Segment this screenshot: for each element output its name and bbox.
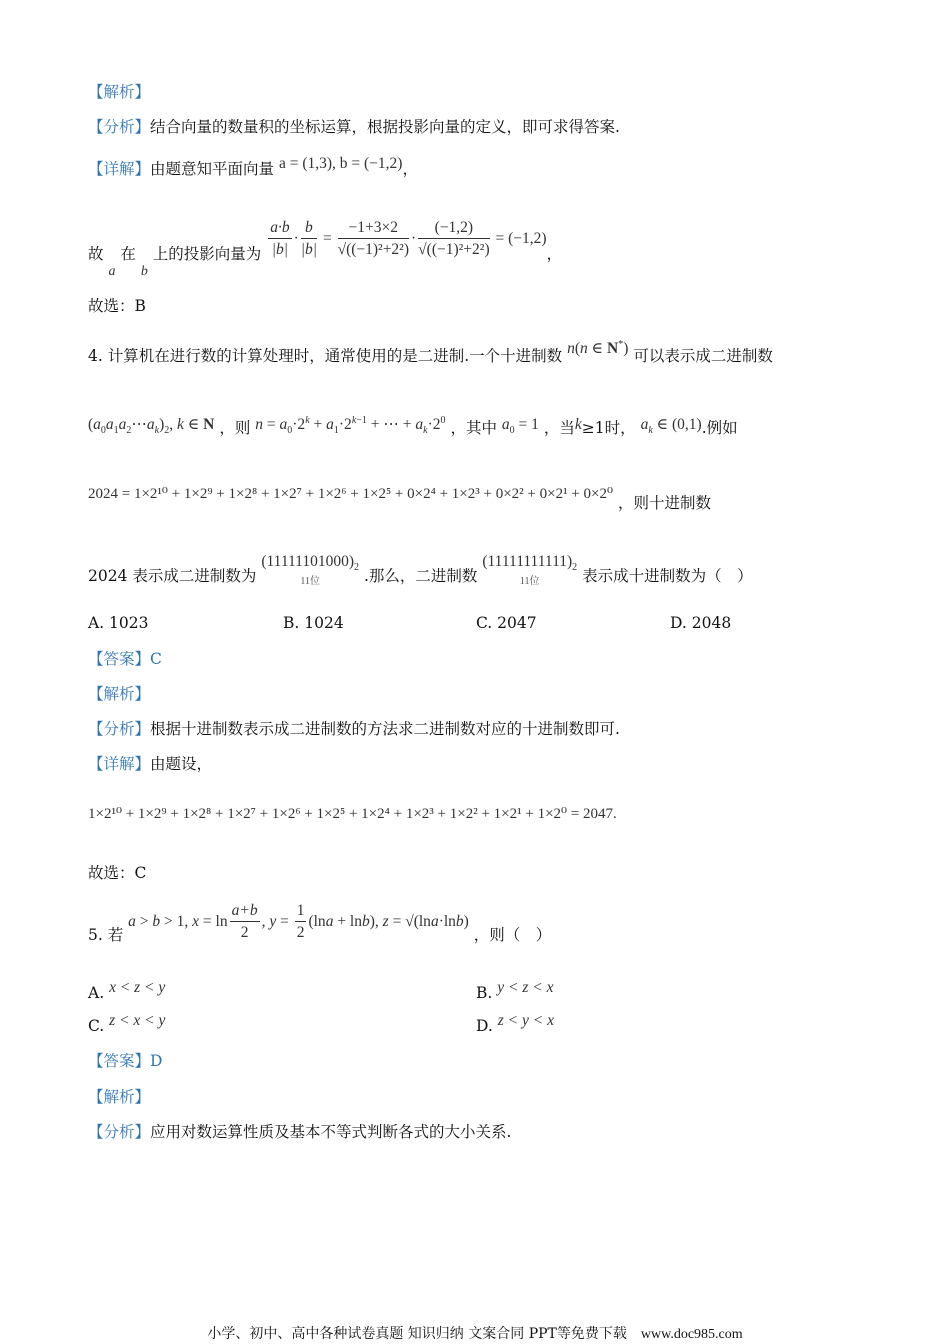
q4-stem-text: 4. 计算机在进行数的计算处理时，通常使用的是二进制.一个十进制数 [88,347,563,366]
binary-2024: (11111101000) [261,553,355,570]
q5-option-d: D. z < y < x [476,1012,554,1035]
vector-definition: a = (1,3), b = (−1,2) [278,155,403,172]
choice-q3: 故选：B [88,297,146,315]
q5-option-a: A. x < z < y [88,979,166,1002]
q4-sum-equation: 1×2¹⁰ + 1×2⁹ + 1×2⁸ + 1×2⁷ + 1×2⁶ + 1×2⁵ + 1×2⁴ + 1×2³ + 1×2² + 1×2¹ + 1×2⁰ = 2047. [88,806,617,822]
proj-text: 上的投影向量为 [152,245,262,264]
jiexi-heading-q3: 【解析】 [88,83,151,101]
proj-zai: 在 [120,245,136,264]
q4-stem-line1: 4. 计算机在进行数的计算处理时，通常使用的是二进制.一个十进制数 n(n ∈ N*) 可以表示成二进制数 [88,339,773,366]
example-tail: ，则十进制数 [617,494,711,512]
q4-example-line [88,486,711,515]
detail-text: 由题意知平面向量 [150,160,275,178]
footer-url[interactable]: www.doc985.com [640,1327,743,1342]
q4-stem-line2: $(a_0a_1a_2\cdots a_k)_2$, k ∈ N ，则 $n = a_0\cdot 2^k + a_1\cdot 2^{k-1}$ + ⋯ + $a_k\cdot 2^0$ ，其中 $a_0 = 1$ ，当k≥1时， $a_k$ ∈ (0,1).例如 [88,415,738,438]
detail-tag: 【详解】 [88,160,151,178]
q5-condition: a > b > 1, x = ln $\frac{a+b}{2}$ , y = $\frac{1}{2}$ (lna + lnb), z = √(lna·lnb) [128,902,469,941]
q5-option-b: B. y < z < x [476,979,554,1002]
q4-jiexi: 【解析】 [88,685,151,703]
q4-detail: 【详解】由题设， [88,755,213,773]
projection-formula: $\frac{a\cdot b}{|b|}$ · $\frac{b}{|b|}$ = $\frac{-1+3\times 2}{\text{√((−1)²+2²)}}$ · $\frac{(-1,2)}{\text{√((−1)²+2²)}}$ = (−1,2) [270,219,547,258]
q4-option-d: D. 2048 [670,614,732,632]
q4-option-b: B. 1024 [283,614,344,632]
analysis-text: 结合向量的数量积的坐标运算，根据投影向量的定义，即可求得答案. [150,118,620,136]
analysis-tag: 【分析】 [88,118,151,136]
detail-q3: 【详解】由题意知平面向量 a = (1,3), b = (−1,2)， [88,155,418,178]
proj-vector-a: a [108,264,116,280]
q4-analysis: 【分析】根据十进制数表示成二进制数的方法求二进制数对应的十进制数即可. [88,720,620,738]
proj-vector-b: b [140,264,148,280]
q4-option-a: A. 1023 [88,614,149,632]
proj-prefix: 故 [88,245,104,264]
digit-count-label: 11位 [519,576,540,588]
binary-ones: (11111111111) [482,553,573,570]
q4-stem-tail: 可以表示成二进制数 [633,347,773,366]
digit-count-label: 11位 [300,576,320,588]
q4-choice: 故选：C [88,864,147,882]
q5-answer: 【答案】D [88,1052,163,1070]
q4-option-c: C. 2047 [476,614,537,632]
example-equation: 2024 = 1×2¹⁰ + 1×2⁹ + 1×2⁸ + 1×2⁷ + 1×2⁶ + 1×2⁵ + 0×2⁴ + 1×2³ + 0×2² + 0×2¹ + 0×2⁰ [88,486,613,502]
analysis-q3 [88,116,620,138]
q4-stem-line3: 2024 表示成二进制数为 $(11111101000)_2$ 11位 .那么，二进制数 $(11111111111)_2$ 11位 表示成十进制数为（ ） [88,553,753,588]
q4-answer: 【答案】C [88,650,162,668]
proj-result: = (−1,2) [495,230,547,248]
footer-text: 小学、初中、高中各种试卷真题 知识归纳 文案合同 PPT等免费下载 [207,1326,627,1342]
q5-analysis: 【分析】应用对数运算性质及基本不等式判断各式的大小关系. [88,1123,512,1141]
projection-line: 故 a 在 b 上的投影向量为 $\frac{a\cdot b}{|b|}$ · $\frac{b}{|b|}$ = $\frac{-1+3\times 2}{\text{√((−1)²+2²)}}$ · $\frac{(-1,2)}{\text{√((−1)²+2²)}}$ = (−1,2)， [88,219,563,280]
q5-jiexi: 【解析】 [88,1088,151,1106]
page-footer [0,1323,950,1343]
q5-option-c: C. z < x < y [88,1012,166,1035]
q5-stem: 5. 若 a > b > 1, x = ln $\frac{a+b}{2}$ , y = $\frac{1}{2}$ (lna + lnb), z = √(lna·lnb) ，则（ ） [88,902,552,945]
